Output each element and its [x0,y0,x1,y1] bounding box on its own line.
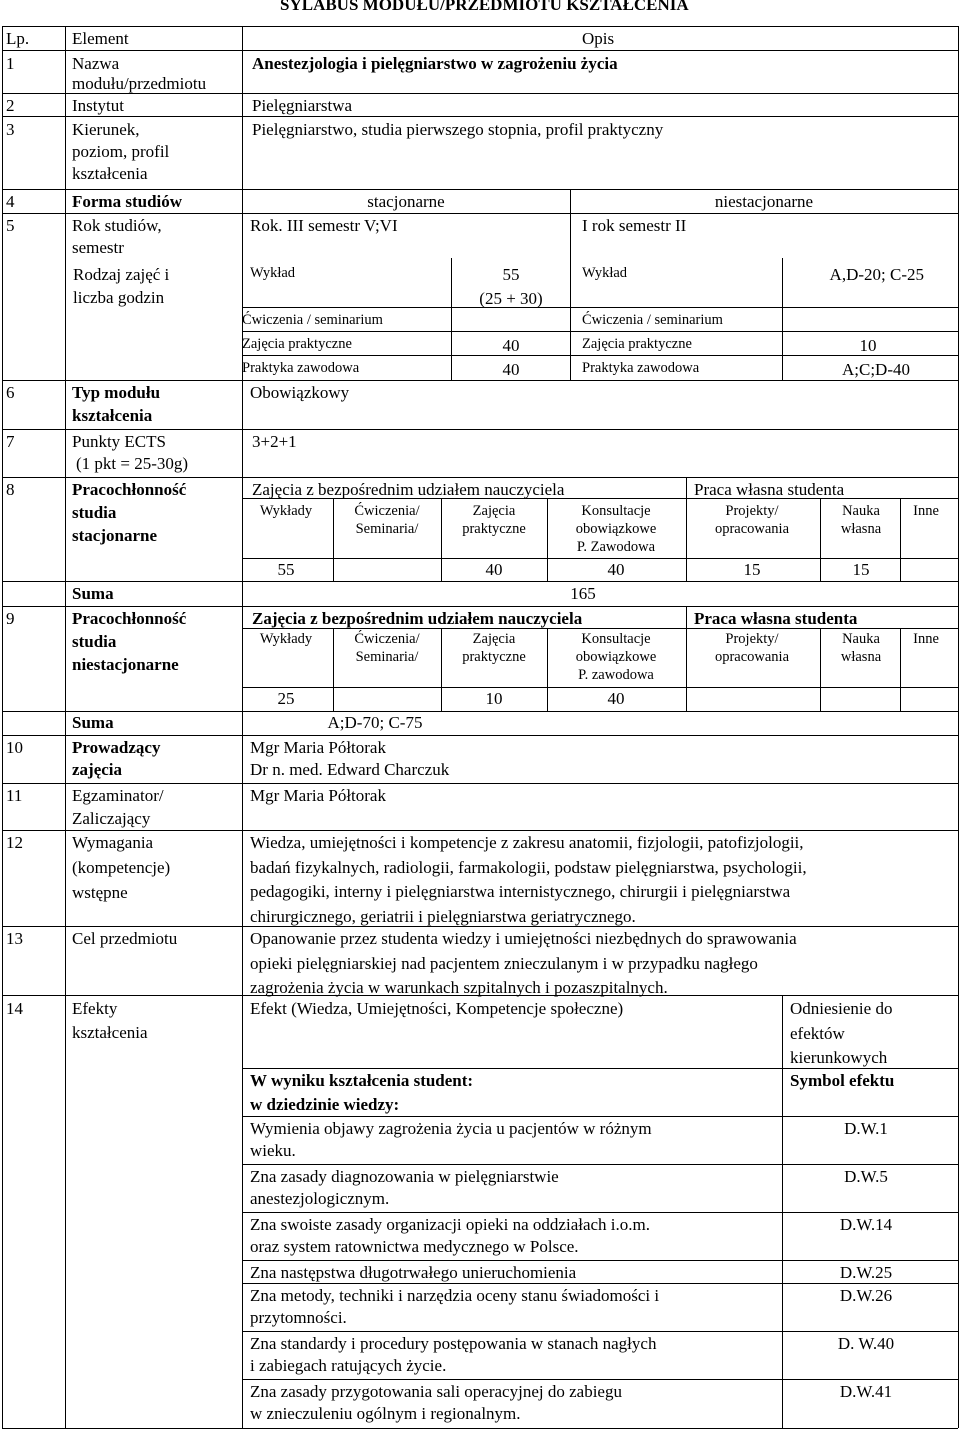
row-value: Dr n. med. Edward Charczuk [250,760,450,779]
row-label: Rodzaj zajęć i [73,265,170,284]
row-value: Opanowanie przez studenta wiedzy i umiejętności niezbędnych do sprawowania [250,929,797,948]
workload-col: praktyczne [462,649,526,665]
table-rule [2,50,958,51]
table-rule [900,628,901,711]
table-rule [242,1212,958,1213]
row-value: badań fizykalnych, radiologii, farmakologii, podstaw pielęgniarstwa, psychologii, [250,857,807,877]
workload-col: Inne [913,631,939,647]
workload-head: Zajęcia z bezpośrednim udziałem nauczyciela [252,480,565,499]
effect-text: wieku. [250,1141,296,1160]
row-label: modułu/przedmiotu [72,74,207,93]
row-label: Cel przedmiotu [72,929,178,948]
workload-col: Nauka [842,631,880,647]
row-label: kształcenia [72,164,148,183]
table-rule [2,711,958,712]
table-rule [2,26,958,27]
table-rule [2,189,958,190]
workload-col: Ćwiczenia/ [354,631,420,647]
hours-value: 40 [502,336,520,355]
table-rule [2,93,958,94]
workload-value: 10 [485,689,503,708]
workload-value: 55 [277,560,295,579]
workload-value: 25 [277,689,295,708]
table-rule [2,26,3,1428]
row-number: 1 [6,54,15,73]
class-type: Ćwiczenia / seminarium [582,312,723,328]
table-rule [2,995,958,996]
table-rule [242,331,958,332]
row-number: 3 [6,120,15,139]
table-rule [451,258,452,380]
table-rule [782,258,783,380]
workload-col: Zajęcia [472,631,516,647]
workload-col: Ćwiczenia/ [354,503,420,519]
table-rule [242,307,958,308]
row-value: Mgr Maria Półtorak [250,786,386,805]
workload-col: Inne [913,503,939,519]
row-value: Obowiązkowy [250,383,350,402]
row-label: Typ modułu [72,383,161,402]
header-opis: Opis [581,29,615,48]
row-label: wstępne [72,883,128,902]
efekt-subhead: Symbol efektu [790,1071,895,1090]
table-rule [242,1331,958,1332]
effect-text: w znieczuleniu ogólnym i regionalnym. [250,1404,521,1423]
hours-value: (25 + 30) [479,289,543,308]
class-type: Praktyka zawodowa [582,360,700,376]
table-rule [686,606,687,628]
workload-col: Zajęcia [472,503,516,519]
hours-value: 40 [502,360,520,379]
workload-head: Zajęcia z bezpośrednim udziałem nauczyciela [252,609,583,628]
row-number: 5 [6,216,15,235]
year-niestac: I rok semestr II [582,216,687,235]
class-type: Zajęcia praktyczne [242,336,352,352]
suma-label: Suma [72,713,114,732]
table-rule [2,606,958,607]
table-rule [686,477,687,498]
effect-code: D. W.40 [837,1334,895,1353]
table-rule [441,628,442,711]
hours-value: A,D-20; C-25 [829,265,924,284]
row-label: studia [72,632,117,651]
row-label: zajęcia [72,760,123,779]
table-rule [242,1260,958,1261]
effect-text: przytomności. [250,1308,347,1327]
effect-text: Zna metody, techniki i narzędzia oceny stanu świadomości i [250,1286,660,1305]
table-rule [2,116,958,117]
table-rule [2,1428,958,1429]
hours-value: A;C;D-40 [842,360,910,379]
table-rule [2,477,958,478]
workload-col: Konsultacje [581,503,651,519]
table-rule [2,213,958,214]
row-number: 11 [6,786,23,805]
workload-col: własna [840,649,882,665]
table-rule [686,628,687,711]
hours-value: 10 [859,336,877,355]
workload-col: opracowania [714,649,790,665]
row-number: 4 [6,192,15,211]
row-number: 13 [6,929,23,948]
row-label: poziom, profil [72,142,170,161]
row-number: 10 [6,738,23,757]
table-rule [2,783,958,784]
row-label: Nazwa [72,54,120,73]
table-rule [441,498,442,581]
effect-text: Zna swoiste zasady organizacji opieki na oddziałach i.o.m. [250,1215,650,1234]
row-value: 3+2+1 [252,432,297,451]
table-rule [570,189,571,380]
table-rule [242,1068,958,1069]
effect-text: anestezjologicznym. [250,1189,390,1208]
table-rule [900,498,901,581]
row-value: Wiedza, umiejętności i kompetencje z zakresu anatomii, fizjologii, patofizjologii, [250,833,804,852]
efekt-head: Efekt (Wiedza, Umiejętności, Kompetencje społeczne) [250,999,624,1018]
workload-value: 15 [852,560,870,579]
class-type: Wykład [582,265,628,281]
row-number: 12 [6,833,23,852]
effect-text: i zabiegach ratujących życie. [250,1356,447,1375]
row-value: Mgr Maria Półtorak [250,738,386,757]
class-type: Zajęcia praktyczne [582,336,692,352]
row-number: 6 [6,383,15,402]
year-stac: Rok. III semestr V;VI [250,216,398,235]
row-label: Punkty ECTS [72,432,166,451]
table-rule [547,628,548,711]
row-number: 14 [6,999,23,1018]
workload-value: 40 [607,560,625,579]
row-label: kształcenia [72,406,153,425]
effect-code: D.W.14 [839,1215,893,1234]
table-rule [242,498,958,499]
table-rule [242,687,958,688]
efekt-domain: w dziedzinie wiedzy: [250,1095,400,1114]
row-label: Instytut [72,96,124,115]
workload-col: Konsultacje [581,631,651,647]
row-number: 8 [6,480,15,499]
table-rule [242,1379,958,1380]
row-label: (1 pkt = 25-30g) [76,454,189,473]
table-rule [242,558,958,559]
effect-text: Zna standardy i procedury postępowania w stanach nagłych [250,1334,657,1353]
efekt-reference: kierunkowych [790,1048,888,1067]
table-rule [2,581,958,582]
table-rule [333,628,334,711]
suma-value: A;D-70; C-75 [327,713,423,732]
effect-text: Wymienia objawy zagrożenia życia u pacjentów w różnym [250,1119,652,1138]
row-label: Egzaminator/ [72,786,164,805]
row-label: (kompetencje) [72,858,171,877]
row-label: Efekty [72,999,118,1018]
workload-col: P. Zawodowa [576,539,656,555]
effect-code: D.W.1 [844,1119,888,1138]
row-label: studia [72,503,117,522]
table-rule [242,1283,958,1284]
effect-text: Zna zasady diagnozowania w pielęgniarstwie [250,1167,559,1186]
row-number: 2 [6,96,15,115]
table-rule [2,429,958,430]
table-rule [2,735,958,736]
workload-col: Nauka [842,503,880,519]
effect-code: D.W.25 [839,1263,893,1282]
row-value: opieki pielęgniarskiej nad pacjentem znieczulanym i w przypadku nagłego [250,953,758,973]
workload-col: Projekty/ [725,631,779,647]
row-label: stacjonarne [72,526,157,545]
table-rule [547,498,548,581]
suma-value: 165 [570,584,596,603]
row-label: kształcenia [72,1023,148,1042]
workload-col: praktyczne [462,521,526,537]
table-rule [820,498,821,581]
document-title: SYLABUS MODUŁU/PRZEDMIOTU KSZTAŁCENIA [280,0,689,14]
header-element: Element [72,29,129,48]
row-value: Pielęgniarstwa [252,96,353,115]
suma-label: Suma [72,584,114,603]
workload-col: obowiązkowe [575,649,657,665]
effect-text: oraz system ratownictwa medycznego w Polsce. [250,1237,579,1256]
table-rule [958,26,959,1428]
workload-col: Wykłady [259,503,313,519]
table-rule [2,830,958,831]
row-value: chirurgicznego, geriatrii i pielęgniarstwa geriatrycznego. [250,906,636,926]
workload-col: P. zawodowa [578,667,654,683]
form-niestacjonarne: niestacjonarne [714,192,814,211]
class-type: Praktyka zawodowa [242,360,360,376]
workload-value: 40 [485,560,503,579]
workload-col: własna [840,521,882,537]
effect-code: D.W.5 [844,1167,888,1186]
efekt-subhead: W wyniku kształcenia student: [250,1071,474,1090]
effect-code: D.W.26 [839,1286,893,1305]
row-label: Kierunek, [72,120,140,139]
table-rule [333,498,334,581]
row-label: Zaliczający [72,809,151,828]
table-rule [242,1116,958,1117]
class-type: Ćwiczenia / seminarium [242,312,383,328]
table-rule [242,628,958,629]
table-rule [242,26,243,1428]
workload-col: obowiązkowe [575,521,657,537]
row-label: liczba godzin [73,288,165,307]
table-rule [242,355,958,356]
workload-col: Seminaria/ [355,521,419,537]
efekt-reference: efektów [790,1023,845,1043]
workload-value: 40 [607,689,625,708]
workload-col: Wykłady [259,631,313,647]
table-rule [65,26,66,1428]
row-value: Pielęgniarstwo, studia pierwszego stopnia, profil praktyczny [252,120,664,139]
workload-col: opracowania [714,521,790,537]
row-value: zagrożenia życia w warunkach szpitalnych i pozaszpitalnych. [250,978,668,997]
header-lp: Lp. [6,29,30,48]
hours-value: 55 [502,265,520,284]
workload-col: Projekty/ [725,503,779,519]
row-label: semestr [72,238,124,257]
table-rule [686,498,687,581]
table-rule [820,628,821,711]
row-label: Prowadzący [72,738,161,757]
workload-head: Praca własna studenta [694,609,858,628]
effect-text: Zna zasady przygotowania sali operacyjnej do zabiegu [250,1382,622,1401]
row-label: Rok studiów, [72,216,162,235]
class-type: Wykład [250,265,296,281]
module-name: Anestezjologia i pielęgniarstwo w zagrożeniu życia [252,54,618,73]
table-rule [242,1164,958,1165]
workload-head: Praca własna studenta [694,480,845,499]
form-stacjonarne: stacjonarne [367,192,445,211]
table-rule [782,995,783,1428]
table-rule [2,926,958,927]
workload-col: Seminaria/ [355,649,419,665]
efekt-reference: Odniesienie do [790,999,893,1018]
row-label: niestacjonarne [72,655,179,674]
effect-text: Zna następstwa długotrwałego unieruchomienia [250,1263,577,1282]
row-label: Forma studiów [72,192,183,211]
effect-code: D.W.41 [839,1382,893,1401]
row-label: Pracochłonność [72,609,187,628]
row-label: Wymagania [72,833,154,852]
row-value: pedagogiki, interny i pielęgniarstwa internistycznego, chirurgii i pielęgniarstwa [250,882,791,901]
table-rule [2,380,958,381]
row-number: 9 [6,609,15,628]
row-label: Pracochłonność [72,480,187,499]
row-number: 7 [6,432,15,451]
workload-value: 15 [743,560,761,579]
